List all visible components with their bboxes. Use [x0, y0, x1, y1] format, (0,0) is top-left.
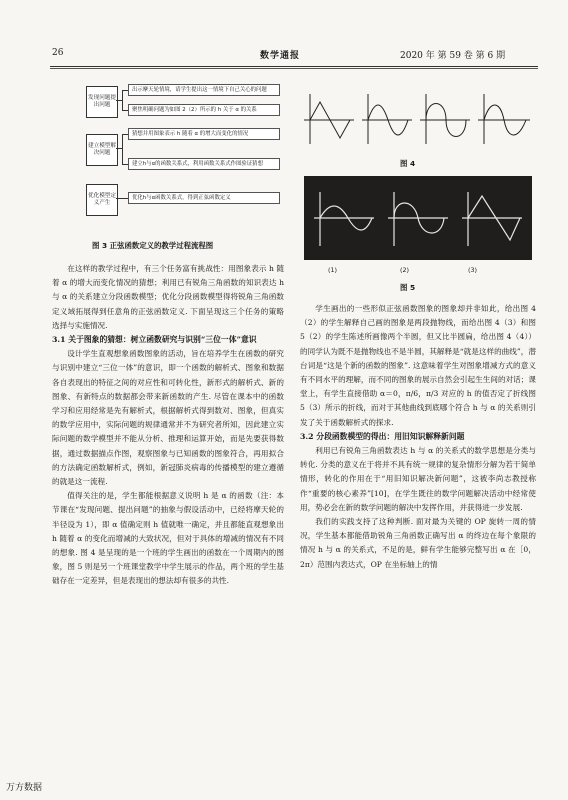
- section-3-1-heading: 3.1 关于图象的猜想：树立函数研究与识别“三位一体”意识: [52, 335, 257, 345]
- paragraph-2: 设计学生直观想象函数图象的活动，旨在培养学生在函数的研究与识别中建立“三位一体”的意识，即一个函数的解析式、图象和数据各自表现出的特征之间的对应性和可转化性，新形式的解析式、新的图象、有新特点的数据都会带来新函数的产生. 尽管在课本中的函数学习和应用经常是先有解析式，根据解析式得到数对、图象，但真实的数学应用中，实际问题的规律通常并不为研究者所知，因此建立实际问题的数学模型并不能从分析、推理和运算开始，而是先要获得数据，通过数据描点作图，观察图象与已知函数的图象符合，再用拟合的方法确定函数解析式，例如，新冠肺炎病毒的传播模型的建立遵循的就是这一流程.: [52, 349, 284, 487]
- header-rule: [50, 66, 538, 67]
- step-box-4: 建立h与α的函数关系式，利用函数关系式作图验证猜想: [128, 158, 280, 170]
- figure5-sublabel-2: (2): [400, 266, 410, 274]
- issue-info: 2020 年 第 59 卷 第 6 期: [400, 51, 506, 61]
- figure5-photo: [304, 176, 532, 260]
- paragraph-3: 值得关注的是，学生都能根据意义说明 h 是 α 的函数（注：本节课在“发现问题、提出问题”的抽象与假设活动中，已经将摩天轮的半径设为 1），即 α 值确定则 h 值就唯一确定，并且都能直观想象出 h 随着 α 的变化而增减的大致状况，但对于具体的增减的情况有不同的想象. 图 4 是呈现的是一个班的学生画出的函数在一个周期内的图象，图 5 则是另一个班课堂教学中学生展示的作品，两个班的学生基础存在一定差异，但是表现出的想法却有很多的共性.: [52, 491, 284, 586]
- stage-box-3: 优化模型定义产生: [86, 184, 118, 216]
- figure3-caption: 图 3 正弦函数定义的教学过程流程图: [92, 241, 214, 250]
- figure5-sublabel-1: (1): [328, 266, 338, 274]
- figure5-sublabel-3: (3): [468, 266, 478, 274]
- step-box-1: 出示摩天轮情境，请学生提出这一情境下自己关心的问题: [128, 84, 280, 96]
- figure4-caption: 图 4: [400, 159, 416, 168]
- paragraph-4: 学生画出的一些形似正弦函数图象的图象却并非如此，给出图 4（2）的学生解释自己画的图象是两段抛物线，而给出图 4（3）和图 5（2）的学生陈述所画像两个半圆，但又比半圆扁，给出图 4（4））的同学认为既不是抛物线也不是半圆，其解释是“就是这样的曲线”，潜台词是“这是个新的函数的图象”. 这意味着学生对图象增减方式的意义有不同水平的理解，而不同的图象的展示自然会引起生生间的对话；课堂上，有学生直接借助 α＝0，π/6，π/3 对应的 h 的值否定了折线图 5（3）所示的折线，而对于其他曲线到底哪个符合 h 与 α 的关系则引发了关于函数解析式的探求.: [300, 304, 536, 427]
- paragraph-6: 我们的实践支持了这种判断. 面对最为关键的 OP 旋转一周的情况，学生基本都能借助锐角三角函数正确写出 α 的终边在每个象限的情况 h 与 α 的关系式，不足的是，鲜有学生能够完整写出 α 在［0，2π）范围内表达式，OP 在坐标轴上的情: [300, 517, 536, 569]
- figure5-svg: [304, 176, 532, 260]
- step-box-2: 聚焦明确问题为如图 2（2）所示的 h 关于 α 的关系: [128, 104, 280, 116]
- header-rule-thin: [50, 68, 538, 69]
- paragraph-1: 在这样的教学过程中，有三个任务富有挑战性：用图象表示 h 随着 α 的增大而变化情况的猜想；利用已有锐角三角函数的知识表达 h 与 α 的关系建立分段函数模型；优化分段函数模型得将锐角三角函数定义域拓展得到任意角的正弦函数定义. 下面呈现这三个任务的策略选择与实施情况.: [52, 264, 284, 330]
- stage-box-2: 建立模型解决问题: [86, 134, 118, 166]
- figure4-svg: [300, 88, 534, 152]
- stage-box-1: 发现问题提出问题: [86, 86, 118, 118]
- section-3-2-heading: 3.2 分段函数模型的得出：用旧知识解释新问题: [300, 431, 465, 441]
- figure5-caption: 图 5: [400, 283, 416, 292]
- figure3-flowchart: [86, 80, 282, 230]
- footer-watermark: 万方数据: [6, 783, 43, 793]
- right-column: [300, 302, 536, 572]
- step-box-3: 猜想并用图象表示 h 随着 α 的增大而变化的情况: [128, 128, 280, 140]
- figure4-graphs: [300, 88, 534, 152]
- journal-title: 数学通报: [260, 51, 301, 61]
- paragraph-5: 利用已有锐角三角函数表达 h 与 α 的关系式的数学思想是分类与转化. 分类的意义在于将并不具有统一规律的复杂情形分解为若干简单情形，转化的作用在于“用旧知识解决新问题”，这被李尚志教授称作“重要的核心素养”[10]，在学生既往的数学问题解决活动中经常使用，势必会在新的数学问题的解决中发挥作用，并获得进一步发展.: [300, 446, 536, 512]
- left-column: [52, 262, 284, 589]
- step-box-5: 优化h与α函数关系式，得到正弦函数定义: [128, 192, 280, 204]
- page-number: 26: [52, 48, 64, 58]
